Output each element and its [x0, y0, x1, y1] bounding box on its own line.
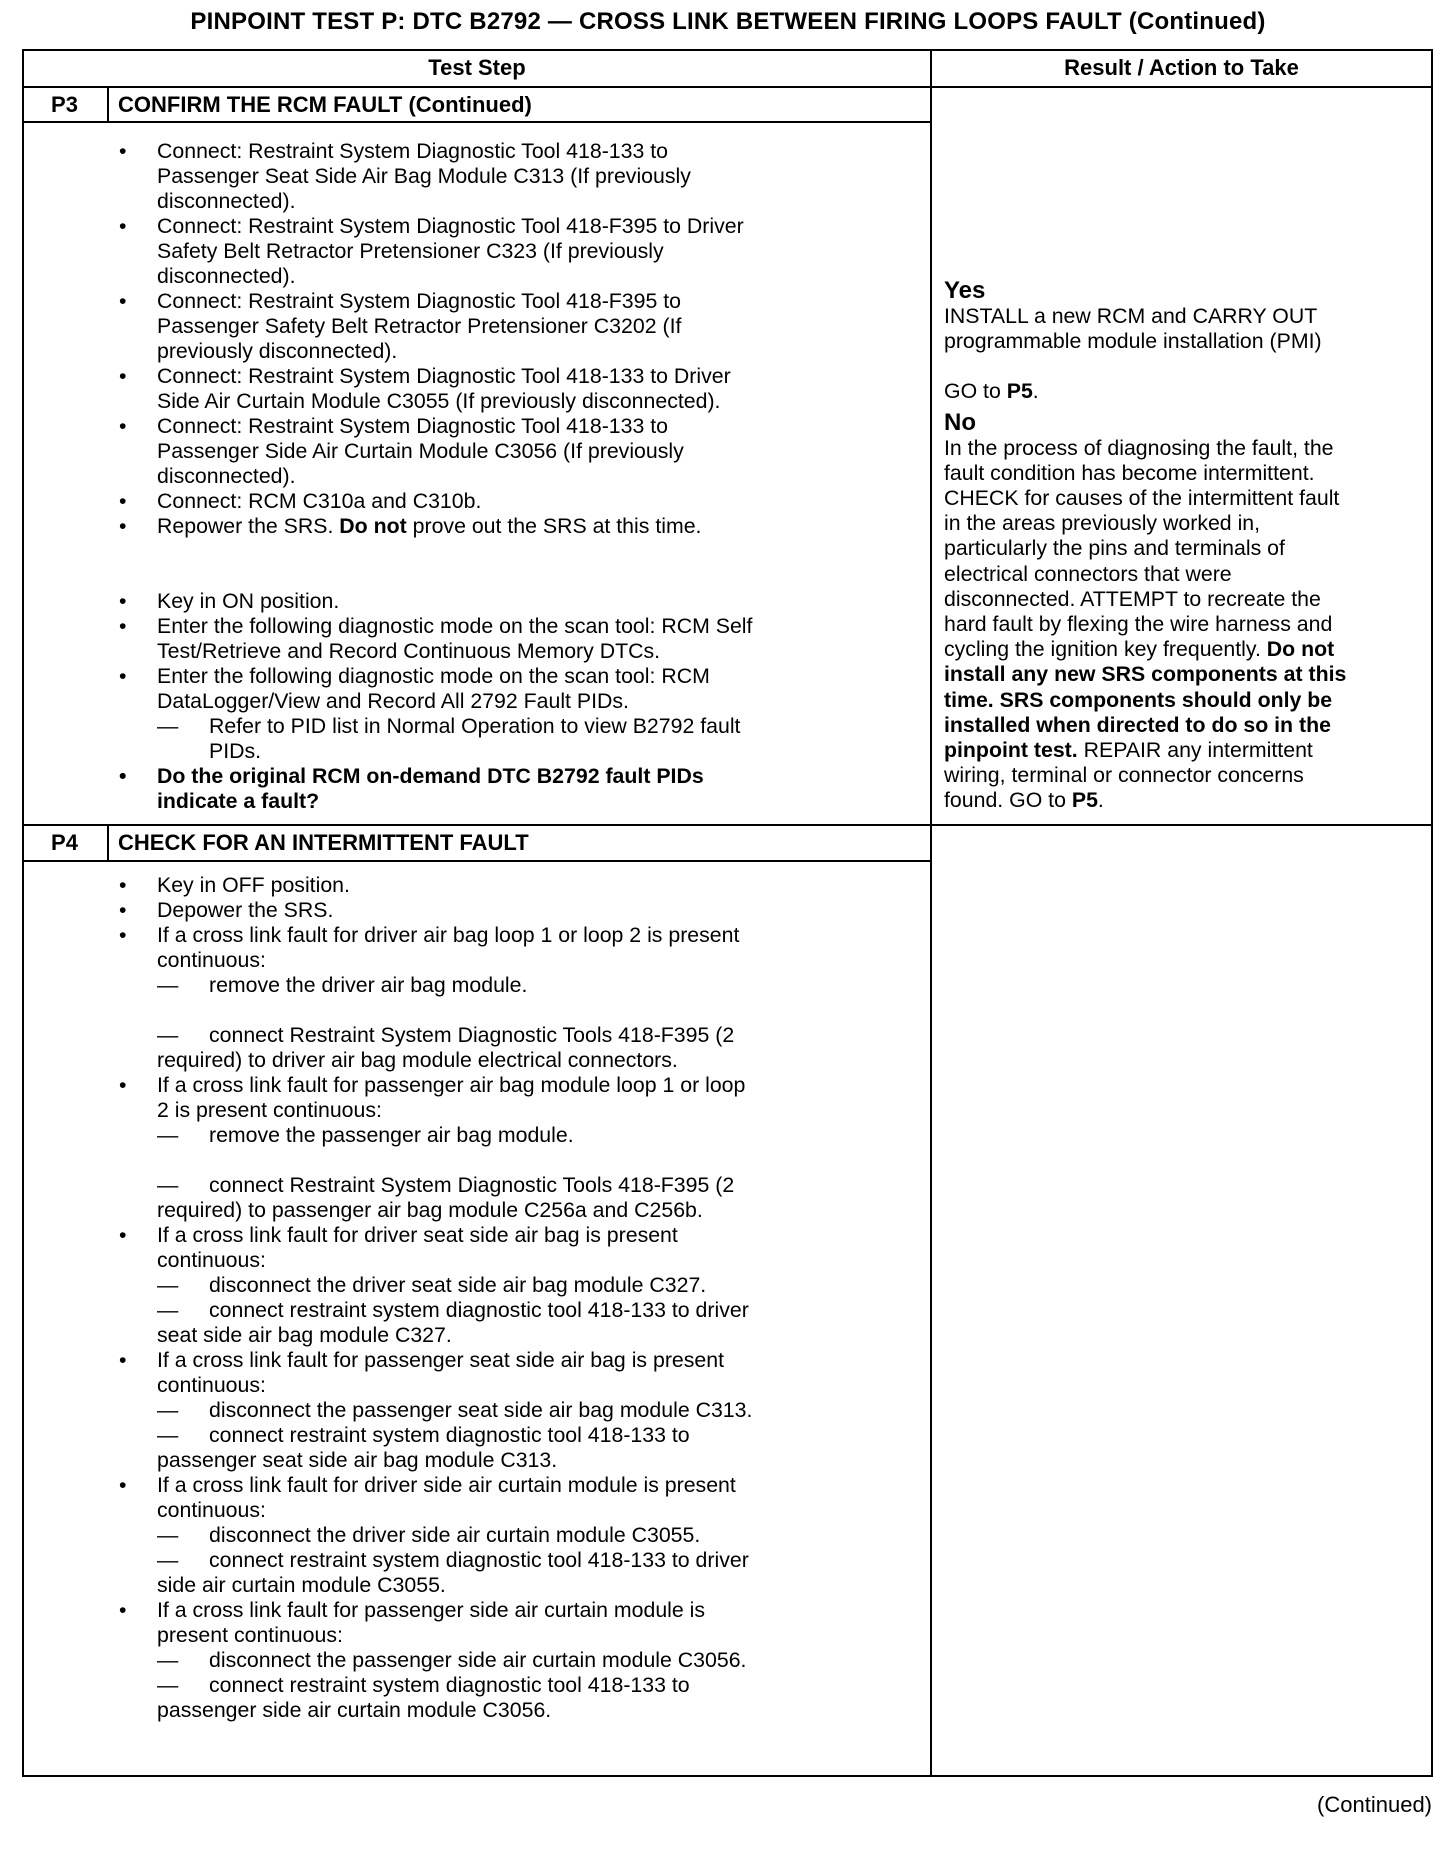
list-item: • Repower the SRS. Do not prove out the SRS at this time. [105, 514, 925, 539]
list-item: — disconnect the passenger side air curtain module C3056. [105, 1648, 925, 1673]
list-item: — connect Restraint System Diagnostic Tools 418-F395 (2 required) to driver air bag module electrical connectors. [105, 1023, 925, 1073]
list-item: • Key in ON position. [105, 589, 925, 614]
list-item: — disconnect the passenger seat side air bag module C313. [105, 1398, 925, 1423]
list-item: — connect restraint system diagnostic tool 418-133 to driver side air curtain module C3055. [105, 1548, 925, 1598]
list-item: • Connect: Restraint System Diagnostic Tool 418-F395 to Passenger Safety Belt Retractor Pretensioner C3202 (If previously disconnected). [105, 289, 925, 364]
step-title-p4: CHECK FOR AN INTERMITTENT FAULT [118, 830, 529, 855]
result-no-text: In the process of diagnosing the fault, the fault condition has become intermittent. CHECK for causes of the intermittent fault in the areas previously worked in, particularly the pins and terminals of electrical connectors that were disconnected. ATTEMPT to recreate the hard fault by flexing the wire harness and cycling the ignition key frequently. Do not install any new SRS components at this time. SRS components should only be installed when directed to do so in the pinpoint test. REPAIR any intermittent wiring, terminal or connector concerns found. GO to P5. [944, 435, 1347, 813]
step-title-p3: CONFIRM THE RCM FAULT (Continued) [118, 92, 532, 117]
result-yes-text: INSTALL a new RCM and CARRY OUT programmable module installation (PMI) [944, 304, 1322, 354]
list-item: • Enter the following diagnostic mode on the scan tool: RCM DataLogger/View and Record All 2792 Fault PIDs. [105, 664, 925, 714]
list-item: • Connect: Restraint System Diagnostic Tool 418-133 to Driver Side Air Curtain Module C3055 (If previously disconnected). [105, 364, 925, 414]
column-header-test-step: Test Step [428, 55, 526, 80]
list-item: • Connect: RCM C310a and C310b. [105, 489, 925, 514]
p3-instructions [105, 139, 925, 814]
list-item: — disconnect the driver seat side air bag module C327. [105, 1273, 925, 1298]
list-item: • Depower the SRS. [105, 898, 925, 923]
list-item: • Key in OFF position. [105, 873, 925, 898]
list-item: • Enter the following diagnostic mode on the scan tool: RCM Self Test/Retrieve and Record Continuous Memory DTCs. [105, 614, 925, 664]
list-item: — connect restraint system diagnostic tool 418-133 to passenger side air curtain module C3056. [105, 1673, 925, 1723]
result-yes-label: Yes [944, 277, 986, 304]
list-item: — connect restraint system diagnostic tool 418-133 to driver seat side air bag module C327. [105, 1298, 925, 1348]
result-yes-goto: GO to P5. [944, 379, 1039, 404]
list-item: — remove the passenger air bag module. [105, 1123, 925, 1148]
result-p3 [944, 277, 1446, 814]
list-item: • If a cross link fault for driver side air curtain module is present continuous: [105, 1473, 925, 1523]
list-item: • Do the original RCM on-demand DTC B2792 fault PIDs indicate a fault? [105, 764, 925, 814]
list-item: • If a cross link fault for passenger side air curtain module is present continuous: [105, 1598, 925, 1648]
list-item: • If a cross link fault for driver seat side air bag is present continuous: [105, 1223, 925, 1273]
list-item: • Connect: Restraint System Diagnostic Tool 418-133 to Passenger Seat Side Air Bag Module C313 (If previously disconnected). [105, 139, 925, 214]
page-title: PINPOINT TEST P: DTC B2792 — CROSS LINK BETWEEN FIRING LOOPS FAULT (Continued) [190, 8, 1266, 35]
list-item: • If a cross link fault for driver air bag loop 1 or loop 2 is present continuous: [105, 923, 925, 973]
step-id-p3: P3 [51, 92, 78, 117]
list-item: • If a cross link fault for passenger air bag module loop 1 or loop 2 is present continuous: [105, 1073, 925, 1123]
list-item: • Connect: Restraint System Diagnostic Tool 418-F395 to Driver Safety Belt Retractor Pretensioner C323 (If previously disconnected). [105, 214, 925, 289]
list-item: • If a cross link fault for passenger seat side air bag is present continuous: [105, 1348, 925, 1398]
list-item: • Connect: Restraint System Diagnostic Tool 418-133 to Passenger Side Air Curtain Module C3056 (If previously disconnected). [105, 414, 925, 489]
p4-instructions [105, 873, 925, 1723]
list-item: — remove the driver air bag module. [105, 973, 925, 998]
list-item: — Refer to PID list in Normal Operation to view B2792 fault PIDs. [105, 714, 925, 764]
column-header-result: Result / Action to Take [1064, 55, 1299, 80]
step-id-p4: P4 [51, 830, 78, 855]
continued-footer: (Continued) [1317, 1792, 1432, 1817]
list-item: — disconnect the driver side air curtain module C3055. [105, 1523, 925, 1548]
list-item: — connect restraint system diagnostic tool 418-133 to passenger seat side air bag module C313. [105, 1423, 925, 1473]
list-item: — connect Restraint System Diagnostic Tools 418-F395 (2 required) to passenger air bag module C256a and C256b. [105, 1173, 925, 1223]
result-no-label: No [944, 408, 976, 436]
